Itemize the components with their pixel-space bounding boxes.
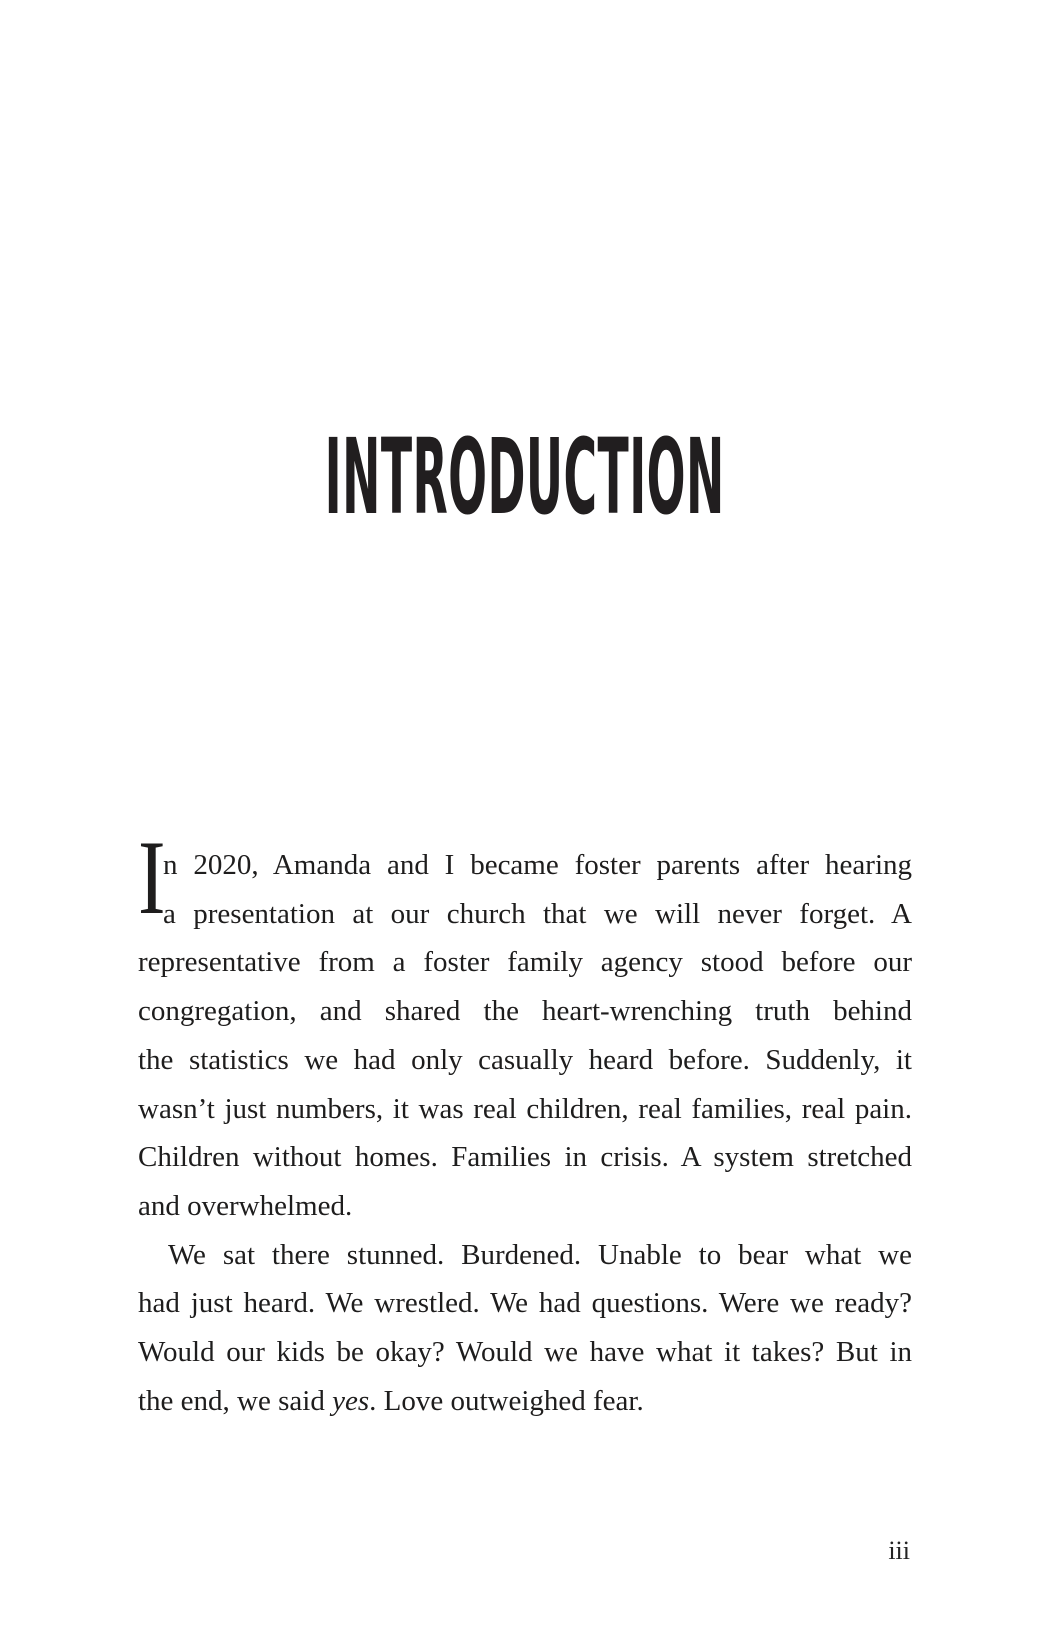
page-number: iii — [888, 1536, 910, 1565]
text-line: congregation, and shared the heart-wrenching truth behind — [138, 995, 912, 1028]
paragraph-2-final-line — [138, 1377, 912, 1426]
final-line-emphasis: yes — [332, 1384, 370, 1417]
drop-cap — [138, 819, 166, 936]
paragraph-2-lines — [138, 1231, 912, 1377]
final-line-pre: the end, we said — [138, 1384, 333, 1417]
chapter-title-text: INTRODUCTION — [324, 416, 726, 538]
chapter-title — [0, 416, 1050, 538]
text-line: Would our kids be okay? Would we have what it takes? But in — [138, 1336, 912, 1369]
text-line: wasn’t just numbers, it was real children, real families, real pain. — [138, 1092, 912, 1125]
text-line: and overwhelmed. — [138, 1189, 353, 1222]
text-line: a presentation at our church that we will never forget. A — [163, 897, 912, 930]
body-text — [138, 819, 912, 1425]
drop-cap-letter: I — [138, 819, 166, 936]
text-line: Children without homes. Families in crisis. A system stretched — [138, 1141, 912, 1174]
text-line: the statistics we had only casually heard before. Suddenly, it — [138, 1043, 912, 1076]
text-line: representative from a foster family agency stood before our — [138, 946, 912, 979]
text-line: n 2020, Amanda and I became foster parents after hearing — [163, 849, 912, 881]
paragraph-2 — [138, 1231, 912, 1426]
final-line-post: . Love outweighed fear. — [369, 1384, 644, 1417]
text-line: We sat there stunned. Burdened. Unable to bear what we — [168, 1238, 912, 1271]
paragraph-1 — [138, 819, 912, 1231]
text-line: had just heard. We wrestled. We had questions. Were we ready? — [138, 1287, 912, 1320]
paragraph-1-lines — [138, 819, 912, 1231]
